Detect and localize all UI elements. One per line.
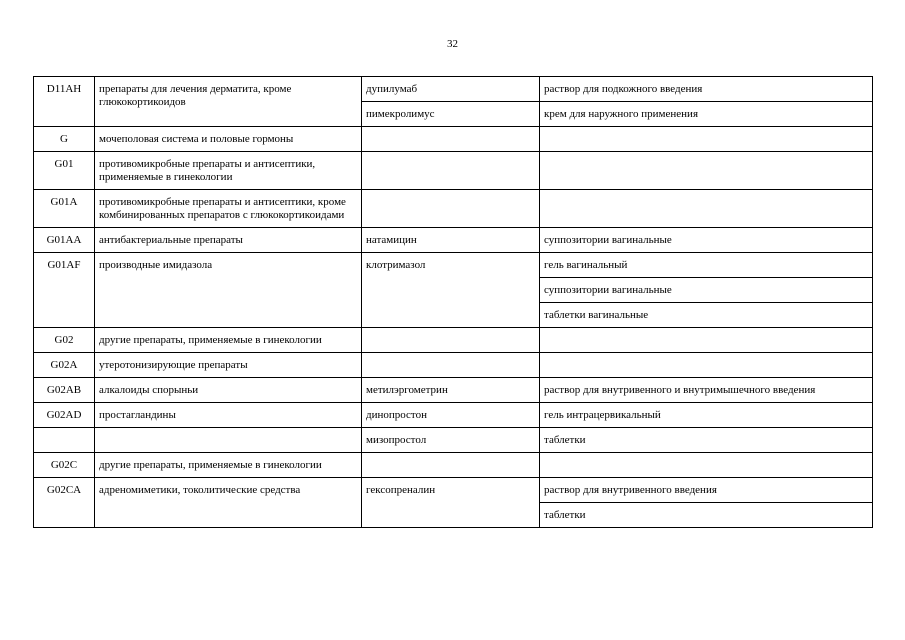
dosage-form-cell: гель вагинальный — [540, 253, 873, 278]
group-name-cell — [95, 428, 362, 453]
drug-name-cell — [362, 127, 540, 152]
drug-name-cell: дупилумаб — [362, 77, 540, 102]
table-row — [34, 127, 873, 152]
atc-code-cell: G02CA — [34, 478, 95, 528]
dosage-form-cell: крем для наружного применения — [540, 102, 873, 127]
table-row — [34, 253, 873, 278]
group-name-cell: другие препараты, применяемые в гинекологии — [95, 453, 362, 478]
atc-code-cell: G02AB — [34, 378, 95, 403]
group-name-cell: алкалоиды спорыньи — [95, 378, 362, 403]
atc-code-cell: G01AA — [34, 228, 95, 253]
group-name-cell: препараты для лечения дерматита, кроме глюкокортикоидов — [95, 77, 362, 127]
atc-code-cell: G — [34, 127, 95, 152]
atc-code-cell: G01A — [34, 190, 95, 228]
atc-code-cell: G02 — [34, 328, 95, 353]
table-row — [34, 190, 873, 228]
table-body — [34, 77, 873, 528]
group-name-cell: противомикробные препараты и антисептики, кроме комбинированных препаратов с глюкокортикоидами — [95, 190, 362, 228]
table-row — [34, 478, 873, 503]
group-name-cell: противомикробные препараты и антисептики, применяемые в гинекологии — [95, 152, 362, 190]
table-row — [34, 353, 873, 378]
atc-code-cell: G02A — [34, 353, 95, 378]
dosage-form-cell: гель интрацервикальный — [540, 403, 873, 428]
table-row — [34, 152, 873, 190]
table-row — [34, 228, 873, 253]
dosage-form-cell: таблетки — [540, 428, 873, 453]
drug-name-cell: гексопреналин — [362, 478, 540, 528]
drug-name-cell: пимекролимус — [362, 102, 540, 127]
dosage-form-cell: таблетки — [540, 503, 873, 528]
dosage-form-cell — [540, 328, 873, 353]
atc-code-cell — [34, 428, 95, 453]
dosage-form-cell — [540, 152, 873, 190]
drug-name-cell — [362, 190, 540, 228]
drug-name-cell: метилэргометрин — [362, 378, 540, 403]
drug-name-cell: клотримазол — [362, 253, 540, 328]
group-name-cell: адреномиметики, токолитические средства — [95, 478, 362, 528]
atc-code-cell: G01AF — [34, 253, 95, 328]
group-name-cell: мочеполовая система и половые гормоны — [95, 127, 362, 152]
dosage-form-cell: суппозитории вагинальные — [540, 228, 873, 253]
atc-code-cell: G02AD — [34, 403, 95, 428]
dosage-form-cell: раствор для внутривенного введения — [540, 478, 873, 503]
drug-name-cell — [362, 353, 540, 378]
atc-code-cell: G02C — [34, 453, 95, 478]
dosage-form-cell: раствор для подкожного введения — [540, 77, 873, 102]
table-row — [34, 328, 873, 353]
table-row — [34, 428, 873, 453]
table-row — [34, 453, 873, 478]
dosage-form-cell: раствор для внутривенного и внутримышечного введения — [540, 378, 873, 403]
atc-code-cell: G01 — [34, 152, 95, 190]
dosage-form-cell: суппозитории вагинальные — [540, 278, 873, 303]
dosage-form-cell — [540, 190, 873, 228]
drug-name-cell: натамицин — [362, 228, 540, 253]
dosage-form-cell — [540, 353, 873, 378]
page-number: 32 — [447, 38, 458, 50]
table-row — [34, 77, 873, 102]
group-name-cell: простагландины — [95, 403, 362, 428]
dosage-form-cell: таблетки вагинальные — [540, 303, 873, 328]
drug-name-cell: динопростон — [362, 403, 540, 428]
drug-name-cell — [362, 328, 540, 353]
dosage-form-cell — [540, 453, 873, 478]
drug-name-cell — [362, 152, 540, 190]
drug-table — [33, 76, 873, 528]
drug-name-cell — [362, 453, 540, 478]
group-name-cell: утеротонизирующие препараты — [95, 353, 362, 378]
group-name-cell: другие препараты, применяемые в гинекологии — [95, 328, 362, 353]
table-row — [34, 378, 873, 403]
group-name-cell: антибактериальные препараты — [95, 228, 362, 253]
dosage-form-cell — [540, 127, 873, 152]
group-name-cell: производные имидазола — [95, 253, 362, 328]
atc-code-cell: D11AH — [34, 77, 95, 127]
table-row — [34, 403, 873, 428]
drug-name-cell: мизопростол — [362, 428, 540, 453]
